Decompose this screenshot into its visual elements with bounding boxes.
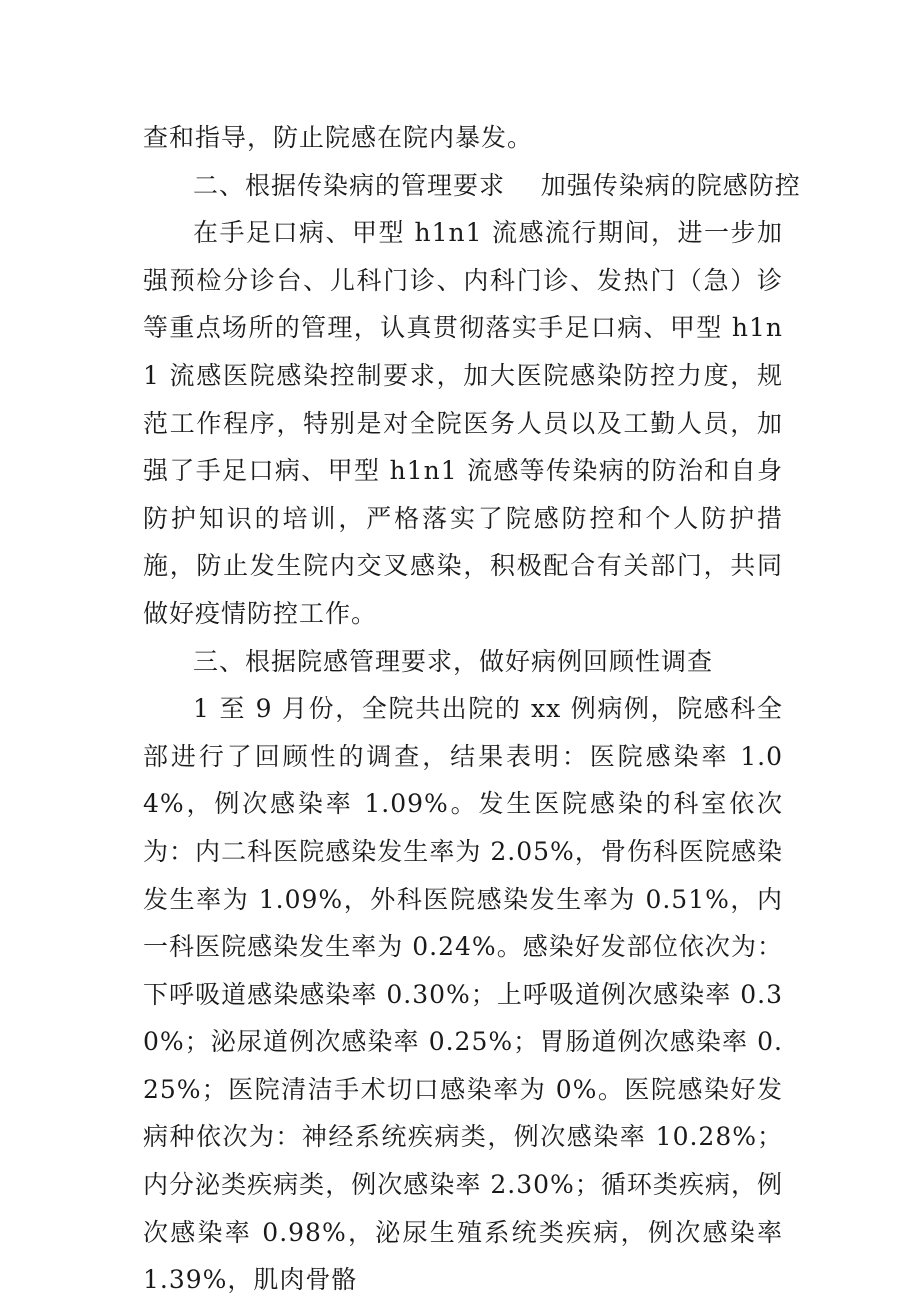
paragraph-infection-control: 在手足口病、甲型 h1n1 流感流行期间，进一步加强预检分诊台、儿科门诊、内科门诊、发热门（急）诊等重点场所的管理，认真贯彻落实手足口病、甲型 h1n1 流感医院感染控制要求，加大医院感染防控力度，规范工作程序，特别是对全院医务人员以及工勤人员，加强了手足口病、甲型 h1n1 流感等传染病的防治和自身防护知识的培训，严格落实了院感防控和个人防护措施，防止发生院内交叉感染，积极配合有关部门，共同做好疫情防控工作。 [143, 218, 783, 628]
paragraph-continued: 查和指导，防止院感在院内暴发。 [143, 123, 534, 152]
section-heading-3: 三、根据院感管理要求，做好病例回顾性调查 [193, 646, 714, 676]
document-body [143, 114, 801, 1304]
section-heading-2: 二、根据传染病的管理要求 加强传染病的院感防控 [193, 170, 801, 200]
paragraph-retrospective-survey: 1 至 9 月份，全院共出院的 xx 例病例，院感科全部进行了回顾性的调查，结果表明：医院感染率 1.04%，例次感染率 1.09%。发生医院感染的科室依次为：内二科医院感染发生率为 2.05%，骨伤科医院感染发生率为 1.09%，外科医院感染发生率为 0.51%，内一科医院感染发生率为 0.24%。感染好发部位依次为：下呼吸道感染感染率 0.30%；上呼吸道例次感染率 0.30%；泌尿道例次感染率 0.25%；胃肠道例次感染率 0.25%；医院清洁手术切口感染率为 0%。医院感染好发病种依次为：神经系统疾病类，例次感染率 10.28%；内分泌类疾病类，例次感染率 2.30%；循环类疾病，例次感染率 0.98%，泌尿生殖系统类疾病，例次感染率 1.39%，肌肉骨骼 [143, 694, 783, 1295]
